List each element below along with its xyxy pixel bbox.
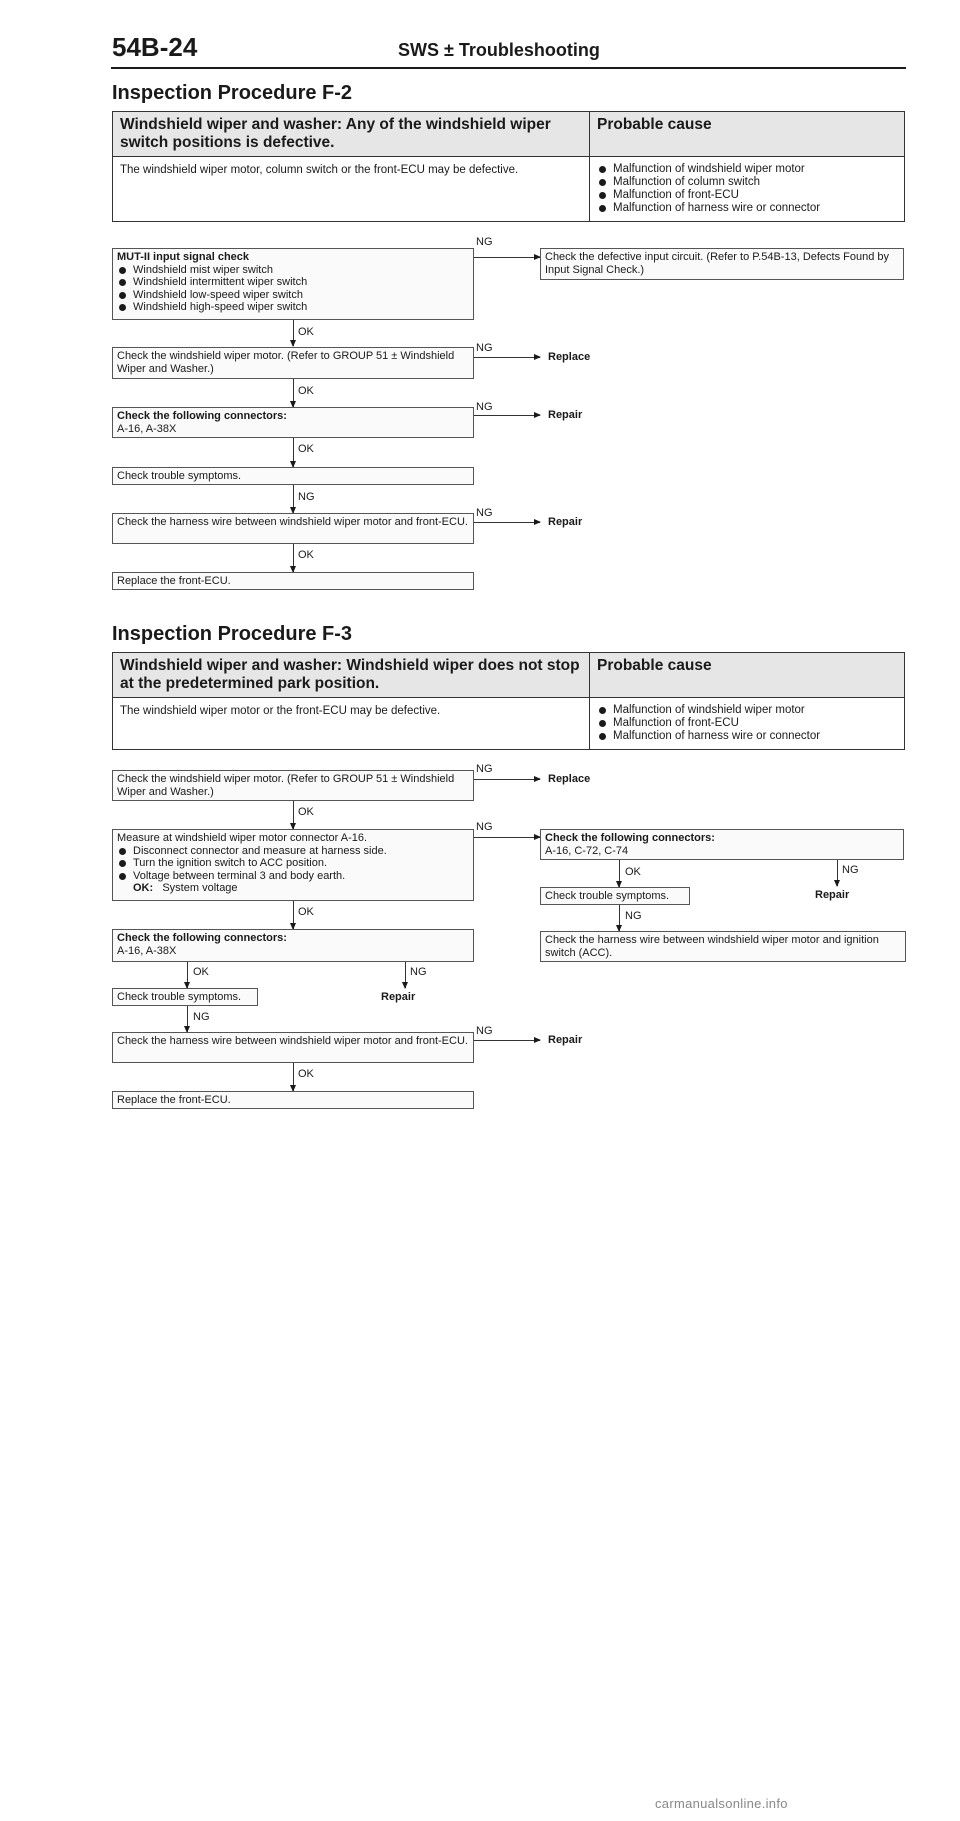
ok-label: OK <box>193 966 209 978</box>
flow-step-input-signal-check <box>112 248 474 320</box>
cause-item: Malfunction of front-ECU <box>597 717 897 730</box>
ok-label: OK <box>298 326 314 338</box>
result-repair: Repair <box>548 1034 583 1046</box>
section-title-f2: Inspection Procedure F-2 <box>112 82 353 104</box>
ok-label: OK <box>298 806 314 818</box>
symptom-table-f3 <box>112 652 905 750</box>
ng-label: NG <box>298 491 315 503</box>
ng-label: NG <box>476 821 493 833</box>
result-replace: Replace <box>548 351 591 363</box>
ok-arrow <box>293 544 294 572</box>
step-item: Disconnect connector and measure at harness side. <box>117 845 469 858</box>
step-item: Windshield mist wiper switch <box>117 264 469 277</box>
ng-label: NG <box>842 864 859 876</box>
ng-label: NG <box>476 401 493 413</box>
result-repair: Repair <box>815 889 850 901</box>
ok-arrow <box>293 901 294 929</box>
header-divider <box>111 67 906 69</box>
flow-step-check-trouble-symptoms-left: Check trouble symptoms. <box>112 988 258 1006</box>
ok-label: OK <box>298 385 314 397</box>
flow-step-check-connectors-right <box>540 829 904 860</box>
section-title-f3: Inspection Procedure F-3 <box>112 623 353 645</box>
ok-label: OK <box>298 906 314 918</box>
result-replace: Replace <box>548 773 591 785</box>
ng-arrow <box>293 485 294 513</box>
ok-label: OK <box>625 866 641 878</box>
step-title: Check the following connectors: <box>117 410 287 422</box>
step-value: A-16, C-72, C-74 <box>545 844 629 857</box>
cause-item: Malfunction of harness wire or connector <box>597 202 897 215</box>
ng-label: NG <box>193 1011 210 1023</box>
symptom-table-f2 <box>112 111 905 222</box>
ng-arrow <box>405 962 406 988</box>
ng-arrow <box>619 905 620 931</box>
ng-label: NG <box>476 236 493 248</box>
cause-heading: Probable cause <box>589 653 904 697</box>
step-title: Check the following connectors: <box>117 932 287 944</box>
symptom-description: The windshield wiper motor or the front-ECU may be defective. <box>120 705 441 717</box>
flow-step-replace-front-ecu: Replace the front-ECU. <box>112 572 474 590</box>
flow-step-check-wiper-motor: Check the windshield wiper motor. (Refer to GROUP 51 ± Windshield Wiper and Washer.) <box>112 347 474 379</box>
ng-arrow <box>474 522 540 523</box>
flow-step-check-harness-ecu: Check the harness wire between windshield wiper motor and front-ECU. <box>112 1032 474 1063</box>
ng-arrow <box>474 837 540 838</box>
cause-item: Malfunction of windshield wiper motor <box>597 704 897 717</box>
flow-step-check-harness-wire: Check the harness wire between windshield wiper motor and front-ECU. <box>112 513 474 544</box>
step-item: Windshield high-speed wiper switch <box>117 301 469 314</box>
flow-step-measure-connector <box>112 829 474 901</box>
symptom-description: The windshield wiper motor, column switch or the front-ECU may be defective. <box>120 164 519 176</box>
step-title: Check the following connectors: <box>545 832 715 844</box>
ok-arrow <box>293 801 294 829</box>
ng-label: NG <box>476 763 493 775</box>
flow-step-check-wiper-motor: Check the windshield wiper motor. (Refer to GROUP 51 ± Windshield Wiper and Washer.) <box>112 770 474 801</box>
page-number: 54B-24 <box>112 32 198 62</box>
ok-arrow <box>293 379 294 407</box>
ng-arrow <box>474 779 540 780</box>
ng-label: NG <box>410 966 427 978</box>
step-item: Voltage between terminal 3 and body earth. <box>117 870 469 883</box>
result-repair: Repair <box>548 409 583 421</box>
ng-label: NG <box>476 342 493 354</box>
flow-step-check-harness-acc: Check the harness wire between windshield wiper motor and ignition switch (ACC). <box>540 931 906 962</box>
ok-criteria-value: System voltage <box>162 882 238 894</box>
result-repair: Repair <box>381 991 416 1003</box>
step-title: MUT-II input signal check <box>117 251 250 263</box>
step-title: Measure at windshield wiper motor connector A-16. <box>117 832 368 844</box>
watermark: carmanualsonline.info <box>655 1796 788 1811</box>
ok-arrow <box>293 320 294 346</box>
flow-step-defective-input-circuit: Check the defective input circuit. (Refer to P.54B-13, Defects Found by Input Signal Check.) <box>540 248 904 280</box>
step-item: Windshield low-speed wiper switch <box>117 289 469 302</box>
ng-label: NG <box>476 1025 493 1037</box>
ng-arrow <box>474 257 540 258</box>
cause-item: Malfunction of windshield wiper motor <box>597 163 897 176</box>
ng-label: NG <box>476 507 493 519</box>
step-value: A-16, A-38X <box>117 944 177 957</box>
step-item: Windshield intermittent wiper switch <box>117 276 469 289</box>
symptom-heading: Windshield wiper and washer: Any of the windshield wiper switch positions is defective. <box>120 116 551 151</box>
ok-arrow <box>293 438 294 467</box>
cause-item: Malfunction of column switch <box>597 176 897 189</box>
flow-step-check-connectors <box>112 407 474 438</box>
ng-arrow <box>474 357 540 358</box>
ok-arrow <box>187 962 188 988</box>
flow-step-check-connectors-left <box>112 929 474 962</box>
ng-label: NG <box>625 910 642 922</box>
ok-arrow <box>619 860 620 887</box>
flow-step-replace-front-ecu: Replace the front-ECU. <box>112 1091 474 1109</box>
flow-step-check-trouble-symptoms: Check trouble symptoms. <box>112 467 474 485</box>
ok-label: OK <box>298 443 314 455</box>
cause-item: Malfunction of harness wire or connector <box>597 730 897 743</box>
ok-label: OK <box>298 549 314 561</box>
cause-heading: Probable cause <box>589 112 904 156</box>
step-item: Turn the ignition switch to ACC position. <box>117 857 469 870</box>
page-title: SWS ± Troubleshooting <box>398 40 600 60</box>
ok-criteria-label: OK: <box>133 882 154 894</box>
ok-label: OK <box>298 1068 314 1080</box>
ok-arrow <box>293 1063 294 1091</box>
flow-step-check-trouble-symptoms-right: Check trouble symptoms. <box>540 887 690 905</box>
step-value: A-16, A-38X <box>117 422 177 435</box>
result-repair: Repair <box>548 516 583 528</box>
ng-arrow <box>474 1040 540 1041</box>
ng-arrow <box>474 415 540 416</box>
cause-item: Malfunction of front-ECU <box>597 189 897 202</box>
symptom-heading: Windshield wiper and washer: Windshield wiper does not stop at the predetermined park position. <box>120 657 580 692</box>
ng-arrow <box>187 1006 188 1032</box>
ng-arrow <box>837 860 838 886</box>
